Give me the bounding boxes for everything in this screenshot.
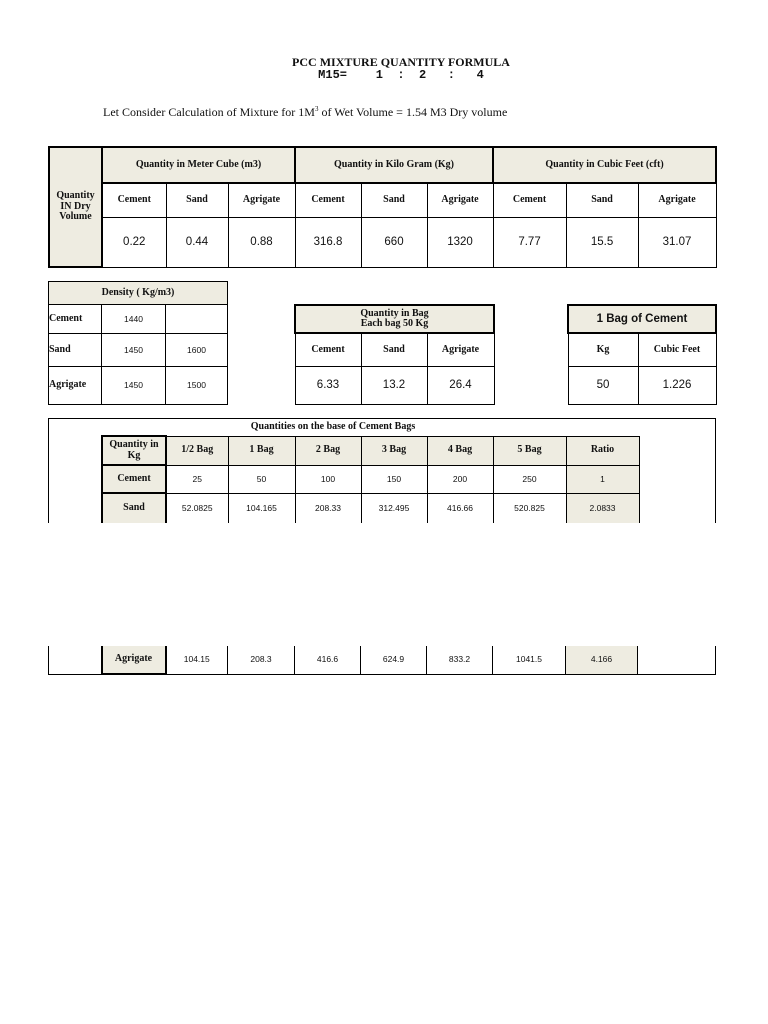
value-cell: 1.226 [638, 366, 716, 404]
bags-header-label: Quantity in Kg [102, 436, 166, 465]
intro-superscript: 3 [314, 105, 319, 113]
col-header: 3 Bag [361, 436, 427, 465]
value-cell: 416.66 [427, 493, 493, 523]
value-cell: 13.2 [361, 366, 427, 404]
density-value [166, 305, 228, 334]
value-cell: 312.495 [361, 493, 427, 523]
col-header: 1 Bag [228, 436, 295, 465]
col-header: Sand [361, 333, 427, 366]
value-cell: 1041.5 [493, 646, 566, 674]
value-cell: 31.07 [638, 217, 716, 267]
dry-volume-table [48, 146, 717, 268]
col-header: Agrigate [427, 333, 494, 366]
value-cell: 100 [295, 465, 361, 493]
ratio-cell: 2.0833 [566, 493, 639, 523]
group-cubic-feet: Quantity in Cubic Feet (cft) [493, 147, 716, 183]
cement-bag-table [567, 304, 717, 405]
value-cell: 624.9 [361, 646, 427, 674]
value-cell: 208.33 [295, 493, 361, 523]
value-cell: 200 [427, 465, 493, 493]
bags-section-title: Quantities on the base of Cement Bags [250, 421, 416, 432]
density-label: Cement [49, 305, 102, 334]
value-cell: 7.77 [493, 217, 566, 267]
intro-text [103, 105, 507, 120]
dry-volume-row-label: Quantity IN Dry Volume [49, 147, 102, 267]
col-header: Cubic Feet [638, 333, 716, 366]
bag-quantity-title: Quantity in Bag Each bag 50 Kg [295, 305, 494, 333]
bags-table-lower [48, 646, 716, 675]
col-header: Cement [102, 183, 166, 217]
cement-bag-title: 1 Bag of Cement [568, 305, 716, 333]
value-cell: 660 [361, 217, 427, 267]
density-value: 1600 [166, 334, 228, 367]
value-cell: 26.4 [427, 366, 494, 404]
value-cell: 6.33 [295, 366, 361, 404]
col-header: 1/2 Bag [166, 436, 228, 465]
density-table [48, 281, 228, 405]
col-header: 2 Bag [295, 436, 361, 465]
group-kilo-gram: Quantity in Kilo Gram (Kg) [295, 147, 493, 183]
col-header: Ratio [566, 436, 639, 465]
value-cell: 0.88 [228, 217, 295, 267]
row-label: Sand [102, 493, 166, 523]
density-value: 1440 [102, 305, 166, 334]
ratio-cell: 1 [566, 465, 639, 493]
bags-table-upper [101, 435, 640, 523]
value-cell: 416.6 [295, 646, 361, 674]
ratio-cell: 4.166 [566, 646, 638, 674]
value-cell: 833.2 [427, 646, 493, 674]
density-label: Agrigate [49, 367, 102, 405]
col-header: Cement [493, 183, 566, 217]
mix-ratio: M15= 1 : 2 : 4 [318, 68, 484, 82]
spacer-cell [49, 646, 102, 674]
col-header: Cement [295, 333, 361, 366]
col-header: Sand [361, 183, 427, 217]
row-label: Agrigate [102, 646, 166, 674]
value-cell: 208.3 [228, 646, 295, 674]
value-cell: 250 [493, 465, 566, 493]
value-cell: 50 [228, 465, 295, 493]
col-header: Cement [295, 183, 361, 217]
col-header: Agrigate [228, 183, 295, 217]
value-cell: 25 [166, 465, 228, 493]
intro-suffix: of Wet Volume = 1.54 M3 Dry volume [318, 105, 508, 119]
value-cell: 15.5 [566, 217, 638, 267]
value-cell: 520.825 [493, 493, 566, 523]
row-label: Cement [102, 465, 166, 493]
value-cell: 50 [568, 366, 638, 404]
spacer-cell [638, 646, 716, 674]
col-header: Sand [166, 183, 228, 217]
bag-quantity-table [294, 304, 495, 405]
density-value: 1450 [102, 367, 166, 405]
col-header: Agrigate [427, 183, 493, 217]
value-cell: 0.22 [102, 217, 166, 267]
col-header: Agrigate [638, 183, 716, 217]
value-cell: 316.8 [295, 217, 361, 267]
value-cell: 0.44 [166, 217, 228, 267]
col-header: 5 Bag [493, 436, 566, 465]
col-header: Kg [568, 333, 638, 366]
group-meter-cube: Quantity in Meter Cube (m3) [102, 147, 295, 183]
value-cell: 104.165 [228, 493, 295, 523]
value-cell: 1320 [427, 217, 493, 267]
col-header: Sand [566, 183, 638, 217]
density-label: Sand [49, 334, 102, 367]
value-cell: 52.0825 [166, 493, 228, 523]
value-cell: 104.15 [166, 646, 228, 674]
intro-prefix: Let Consider Calculation of Mixture for 1M [103, 105, 315, 119]
density-title: Density ( Kg/m3) [49, 282, 228, 305]
document-title: PCC MIXTURE QUANTITY FORMULA [292, 55, 510, 69]
density-value: 1500 [166, 367, 228, 405]
density-value: 1450 [102, 334, 166, 367]
value-cell: 150 [361, 465, 427, 493]
col-header: 4 Bag [427, 436, 493, 465]
